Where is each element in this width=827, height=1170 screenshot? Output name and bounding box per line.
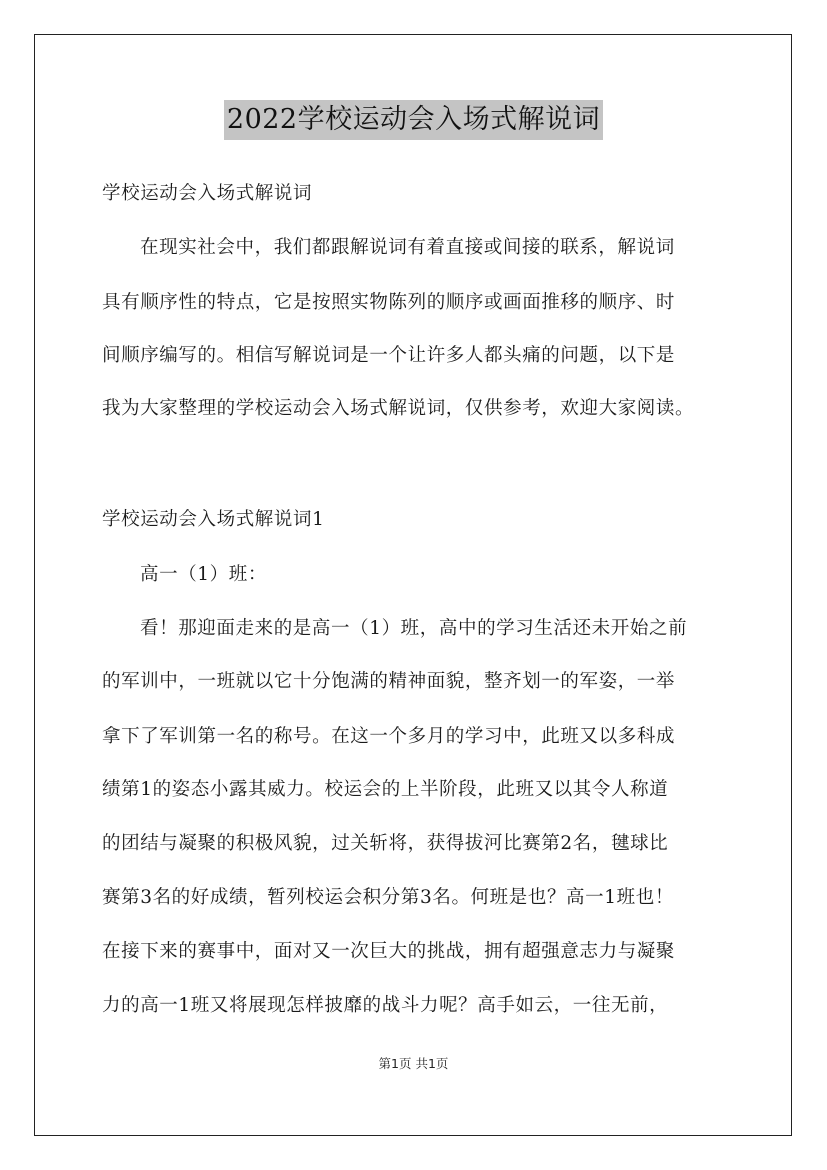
- intro-line: 具有顺序性的特点，它是按照实物陈列的顺序或画面推移的顺序、时: [102, 292, 676, 313]
- body-line: 赛第3名的好成绩，暂列校运会积分第3名。何班是也？高一1班也！: [102, 887, 674, 908]
- intro-line: 间顺序编写的。相信写解说词是一个让许多人都头痛的问题，以下是: [102, 345, 676, 366]
- body-line: 绩第1的姿态小露其威力。校运会的上半阶段，此班又以其令人称道: [102, 779, 669, 800]
- document-title: 2022学校运动会入场式解说词: [224, 100, 603, 140]
- body-line: 在接下来的赛事中，面对又一次巨大的挑战，拥有超强意志力与凝聚: [102, 941, 676, 962]
- intro-line: 我为大家整理的学校运动会入场式解说词，仅供参考，欢迎大家阅读。: [102, 398, 695, 419]
- intro-line: 在现实社会中，我们都跟解说词有着直接或间接的联系，解说词: [140, 237, 675, 258]
- body-line: 的团结与凝聚的积极风貌，过关斩将，获得拔河比赛第2名，毽球比: [102, 833, 669, 854]
- body-line: 拿下了军训第一名的称号。在这一个多月的学习中，此班又以多科成: [102, 726, 676, 747]
- body-line: 看！那迎面走来的是高一（1）班，高中的学习生活还未开始之前: [140, 618, 688, 639]
- body-line: 的军训中，一班就以它十分饱满的精神面貌，整齐划一的军姿，一举: [102, 671, 676, 692]
- title-container: [0, 100, 827, 140]
- class-label: 高一（1）班：: [140, 564, 267, 585]
- body-line: 力的高一1班又将展现怎样披靡的战斗力呢？高手如云，一往无前，: [102, 995, 669, 1016]
- section-heading: 学校运动会入场式解说词1: [102, 509, 325, 530]
- page-footer: 第1页 共1页: [378, 1056, 449, 1071]
- subtitle: 学校运动会入场式解说词: [102, 183, 313, 204]
